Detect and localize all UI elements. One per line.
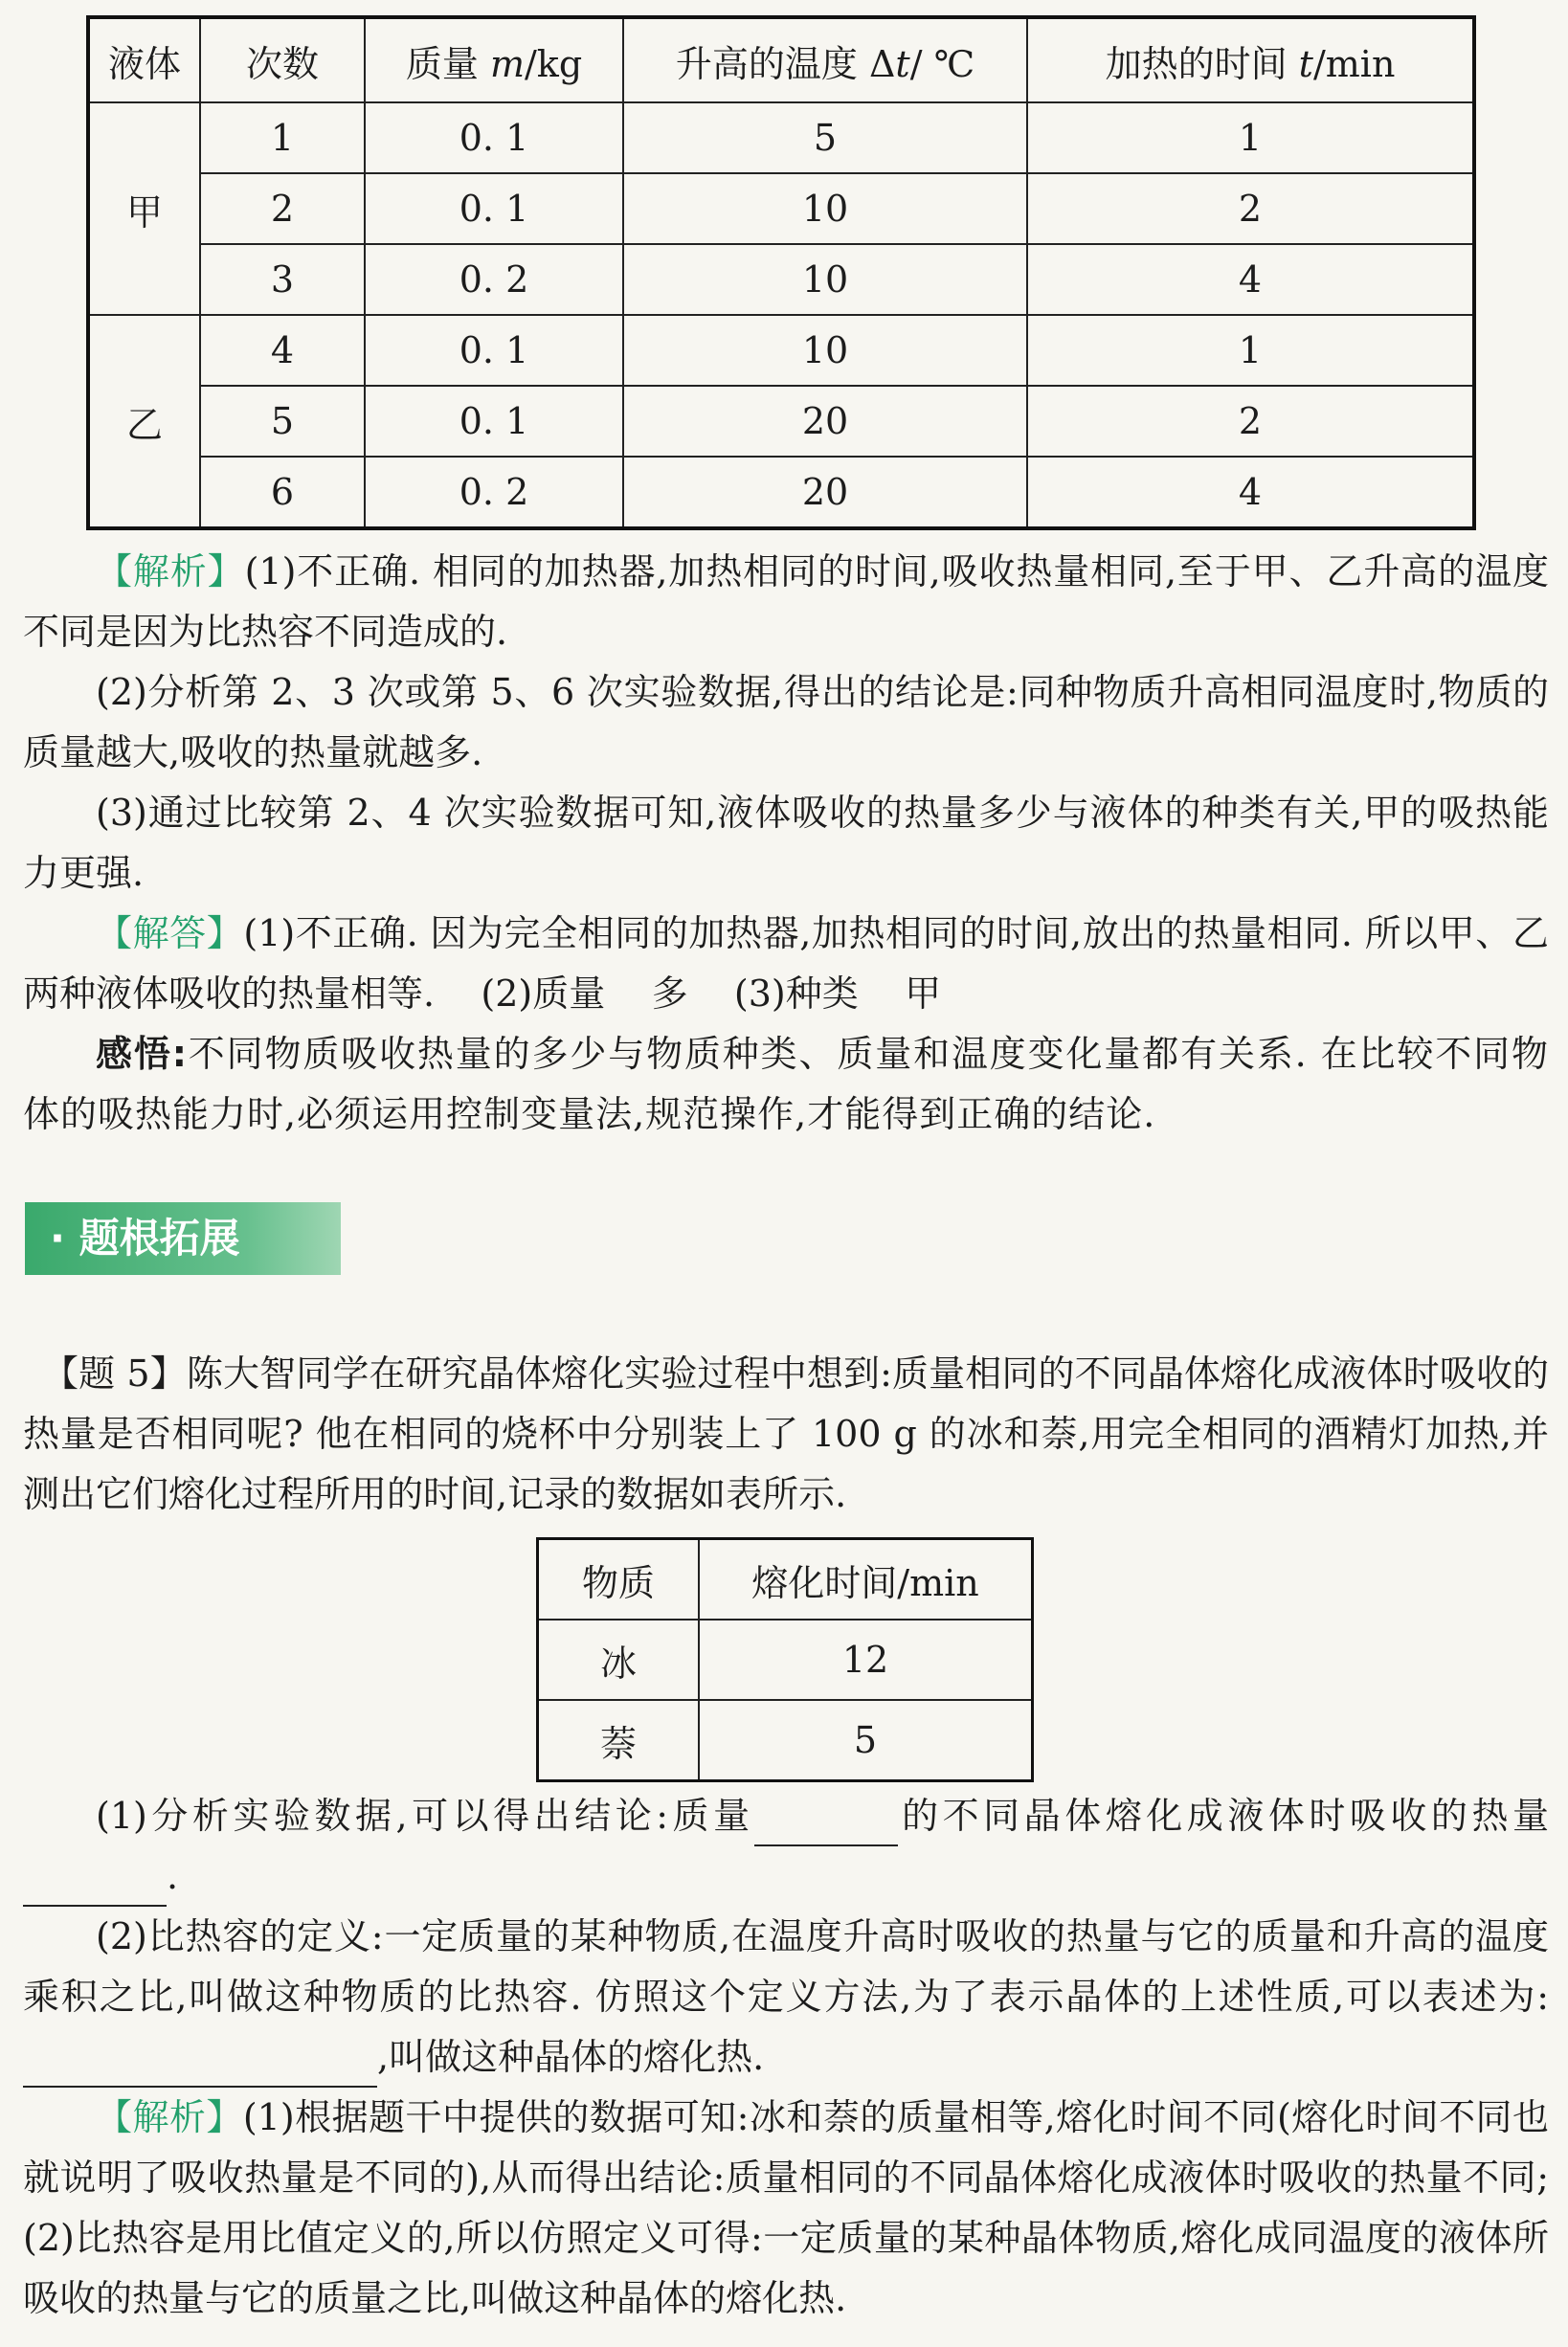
table-cell: 6 bbox=[200, 457, 365, 528]
table-header-row bbox=[88, 17, 1474, 102]
table-cell: 5 bbox=[623, 102, 1027, 173]
answer-blank bbox=[23, 1863, 167, 1907]
analysis-2: 【解析】(1)根据题干中提供的数据可知:冰和萘的质量相等,熔化时间不同(熔化时间不同也就说明了吸收热量是不同的),从而得出结论:质量相同的不同晶体熔化成液体时吸收的热量不同;(2)比热容是用比值定义的,所以仿照定义可得:一定质量的某种晶体物质,熔化成同温度的液体所吸收的热量与它的质量之比,叫做这种晶体的熔化热. bbox=[23, 2096, 1549, 2319]
header-trial: 次数 bbox=[200, 17, 365, 102]
liquid-jia: 甲 bbox=[88, 102, 200, 315]
answer-label: 【解答】 bbox=[96, 912, 244, 954]
table-cell: 12 bbox=[699, 1620, 1033, 1700]
problem-label: 【题 5】 bbox=[42, 1352, 187, 1395]
table-row bbox=[538, 1620, 1033, 1700]
answer-blank bbox=[23, 2044, 377, 2088]
table-row bbox=[538, 1700, 1033, 1781]
table-cell: 0. 1 bbox=[365, 315, 623, 386]
analysis-1 bbox=[23, 542, 1549, 1145]
table-cell: 0. 1 bbox=[365, 386, 623, 457]
problem-5 bbox=[23, 1344, 1549, 1525]
table-row bbox=[88, 457, 1474, 528]
header-mass: 质量 m/kg bbox=[365, 17, 623, 102]
analysis-label: 【解析】 bbox=[96, 2096, 243, 2138]
table-cell: 20 bbox=[623, 386, 1027, 457]
liquid-yi: 乙 bbox=[88, 315, 200, 528]
table-cell: 冰 bbox=[538, 1620, 700, 1700]
insight-label: 感悟: bbox=[96, 1033, 188, 1075]
table-cell: 3 bbox=[200, 244, 365, 315]
table-cell: 10 bbox=[623, 315, 1027, 386]
table-cell: 5 bbox=[200, 386, 365, 457]
table-cell: 4 bbox=[1027, 457, 1474, 528]
table-cell: 1 bbox=[200, 102, 365, 173]
table-cell: 0. 1 bbox=[365, 102, 623, 173]
question-2: (2)比热容的定义:一定质量的某种物质,在温度升高时吸收的热量与它的质量和升高的温度乘积之比,叫做这种物质的比热容. 仿照这个定义方法,为了表示晶体的上述性质,可以表述为:,叫做这种晶体的熔化热. bbox=[23, 1907, 1549, 2088]
table-cell: 0. 2 bbox=[365, 244, 623, 315]
table-row bbox=[88, 244, 1474, 315]
table-cell: 2 bbox=[200, 173, 365, 244]
analysis-1-p3: (3)通过比较第 2、4 次实验数据可知,液体吸收的热量多少与液体的种类有关,甲的吸热能力更强. bbox=[23, 792, 1549, 894]
header-temp-rise: 升高的温度 Δt/ ℃ bbox=[623, 17, 1027, 102]
analysis-1-p2: (2)分析第 2、3 次或第 5、6 次实验数据,得出的结论是:同种物质升高相同温度时,物质的质量越大,吸收的热量就越多. bbox=[23, 671, 1549, 773]
table-row bbox=[88, 315, 1474, 386]
table-cell: 5 bbox=[699, 1700, 1033, 1781]
table-cell: 1 bbox=[1027, 315, 1474, 386]
table-cell: 4 bbox=[1027, 244, 1474, 315]
analysis-label: 【解析】 bbox=[96, 550, 245, 592]
table-cell: 0. 1 bbox=[365, 173, 623, 244]
header-heating-time: 加热的时间 t/min bbox=[1027, 17, 1474, 102]
table-header-row bbox=[538, 1539, 1033, 1621]
table-cell: 0. 2 bbox=[365, 457, 623, 528]
section-banner: · 题根拓展 bbox=[25, 1202, 341, 1275]
header-substance: 物质 bbox=[538, 1539, 700, 1621]
table-row bbox=[88, 102, 1474, 173]
problem-5-text: 【题 5】陈大智同学在研究晶体熔化实验过程中想到:质量相同的不同晶体熔化成液体时吸收的热量是否相同呢? 他在相同的烧杯中分别装上了 100 g 的冰和萘,用完全相同的酒精灯加热,并测出它们熔化过程所用的时间,记录的数据如表所示. bbox=[23, 1352, 1549, 1515]
table-cell: 2 bbox=[1027, 386, 1474, 457]
table-cell: 20 bbox=[623, 457, 1027, 528]
header-melting-time: 熔化时间/min bbox=[699, 1539, 1033, 1621]
table-cell: 10 bbox=[623, 244, 1027, 315]
table-cell: 萘 bbox=[538, 1700, 700, 1781]
table-cell: 10 bbox=[623, 173, 1027, 244]
melting-table bbox=[536, 1537, 1034, 1782]
question-1: (1)分析实验数据,可以得出结论:质量 的不同晶体熔化成液体时吸收的热量. bbox=[23, 1786, 1549, 1907]
table-cell: 1 bbox=[1027, 102, 1474, 173]
table-cell: 2 bbox=[1027, 173, 1474, 244]
insight: 感悟:不同物质吸收热量的多少与物质种类、质量和温度变化量都有关系. 在比较不同物体的吸热能力时,必须运用控制变量法,规范操作,才能得到正确的结论. bbox=[23, 1033, 1549, 1135]
table-row bbox=[88, 386, 1474, 457]
answer-1: 【解答】(1)不正确. 因为完全相同的加热器,加热相同的时间,放出的热量相同. 所以甲、乙两种液体吸收的热量相等. (2)质量 多 (3)种类 甲 bbox=[23, 912, 1549, 1015]
header-liquid: 液体 bbox=[88, 17, 200, 102]
experiment-table bbox=[86, 15, 1476, 530]
questions bbox=[23, 1786, 1549, 2329]
table-row bbox=[88, 173, 1474, 244]
table-cell: 4 bbox=[200, 315, 365, 386]
analysis-1-p1: 【解析】(1)不正确. 相同的加热器,加热相同的时间,吸收热量相同,至于甲、乙升高的温度不同是因为比热容不同造成的. bbox=[23, 550, 1549, 653]
answer-blank bbox=[754, 1802, 898, 1846]
